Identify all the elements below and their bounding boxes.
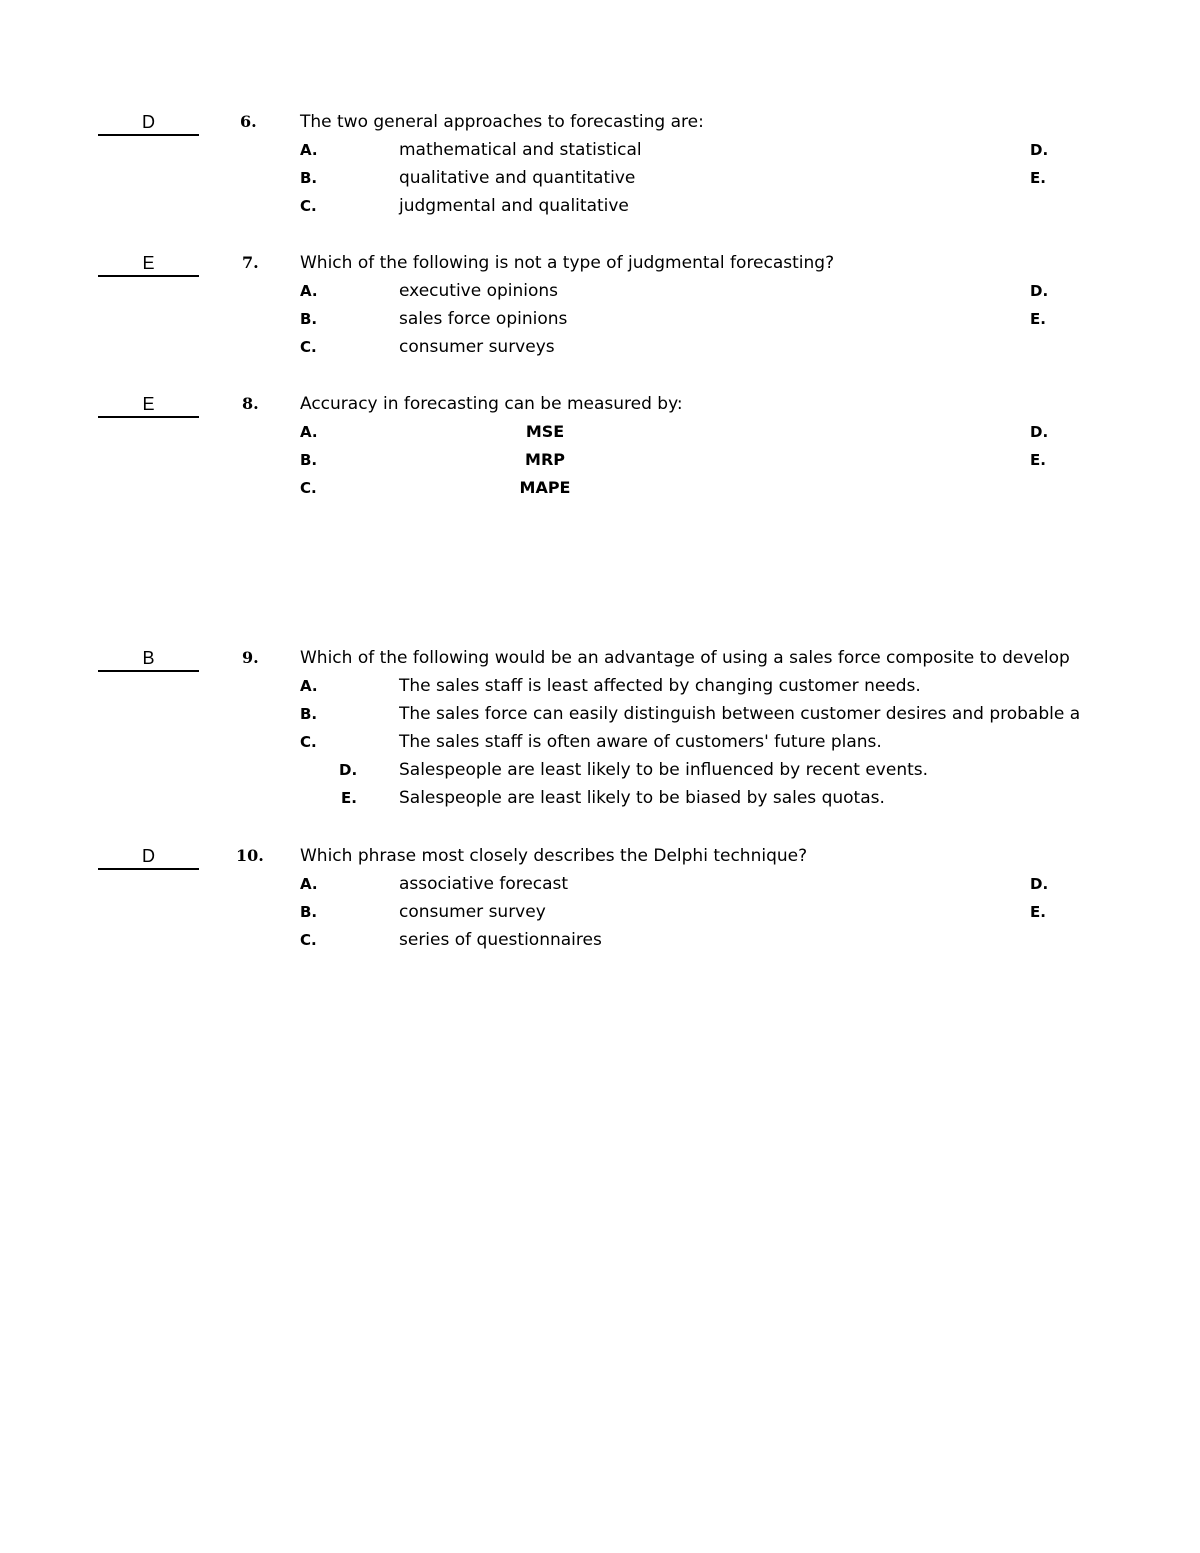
option-text-b-clip: [399, 700, 1090, 728]
question-number: 6.: [240, 112, 257, 131]
question-stem: Accuracy in forecasting can be measured by:: [300, 394, 683, 414]
question-stem-clip: [300, 644, 1090, 672]
option-letter-b: B.: [300, 169, 318, 187]
answer-blank: D: [98, 844, 199, 870]
option-letter-e: E.: [1030, 169, 1046, 187]
option-letter-c: C.: [300, 931, 317, 949]
question-number: 10.: [236, 846, 264, 865]
question-stem: The two general approaches to forecasting are:: [300, 112, 704, 132]
option-letter-d: D.: [1030, 282, 1049, 300]
option-letter-e: E.: [341, 789, 357, 807]
option-text-a: mathematical and statistical: [399, 140, 642, 160]
option-letter-e: E.: [1030, 903, 1046, 921]
option-letter-a: A.: [300, 677, 318, 695]
option-letter-c: C.: [300, 197, 317, 215]
option-text-c: consumer surveys: [399, 337, 555, 357]
option-letter-c: C.: [300, 338, 317, 356]
answer-blank: D: [98, 110, 199, 136]
option-text-b: sales force opinions: [399, 309, 568, 329]
option-text-b: consumer survey: [399, 902, 546, 922]
option-letter-b: B.: [300, 705, 318, 723]
option-letter-a: A.: [300, 282, 318, 300]
answer-blank: B: [98, 646, 199, 672]
option-text-b: qualitative and quantitative: [399, 168, 636, 188]
option-letter-e: E.: [1030, 310, 1046, 328]
option-text-c: judgmental and qualitative: [399, 196, 629, 216]
option-letter-d: D.: [339, 761, 358, 779]
option-letter-c: C.: [300, 479, 317, 497]
option-letter-d: D.: [1030, 423, 1049, 441]
question-stem: Which of the following is not a type of judgmental forecasting?: [300, 253, 835, 273]
answer-blank: E: [98, 251, 199, 277]
option-letter-b: B.: [300, 903, 318, 921]
option-text-a: The sales staff is least affected by changing customer needs.: [399, 676, 921, 696]
option-text-a: executive opinions: [399, 281, 559, 301]
question-number: 7.: [242, 253, 259, 272]
option-text-c: MAPE: [519, 478, 571, 497]
option-letter-d: D.: [1030, 141, 1049, 159]
option-letter-d: D.: [1030, 875, 1049, 893]
option-text-c: series of questionnaires: [399, 930, 602, 950]
question-number: 9.: [242, 648, 259, 667]
option-text-b: MRP: [525, 450, 565, 469]
option-text-e: Salespeople are least likely to be biased by sales quotas.: [399, 788, 885, 808]
option-text-b: The sales force can easily distinguish between customer desires and probable a: [399, 704, 1081, 724]
question-stem: Which of the following would be an advantage of using a sales force composite to develop: [300, 648, 1070, 668]
question-number: 8.: [242, 394, 259, 413]
option-letter-b: B.: [300, 310, 318, 328]
option-letter-c: C.: [300, 733, 317, 751]
option-letter-b: B.: [300, 451, 318, 469]
option-text-c: The sales staff is often aware of customers' future plans.: [399, 732, 882, 752]
option-letter-a: A.: [300, 875, 318, 893]
option-text-d: Salespeople are least likely to be influenced by recent events.: [399, 760, 929, 780]
option-letter-e: E.: [1030, 451, 1046, 469]
question-stem: Which phrase most closely describes the Delphi technique?: [300, 846, 808, 866]
option-text-a: associative forecast: [399, 874, 569, 894]
option-text-a: MSE: [525, 422, 565, 441]
option-letter-a: A.: [300, 141, 318, 159]
answer-blank: E: [98, 392, 199, 418]
option-letter-a: A.: [300, 423, 318, 441]
